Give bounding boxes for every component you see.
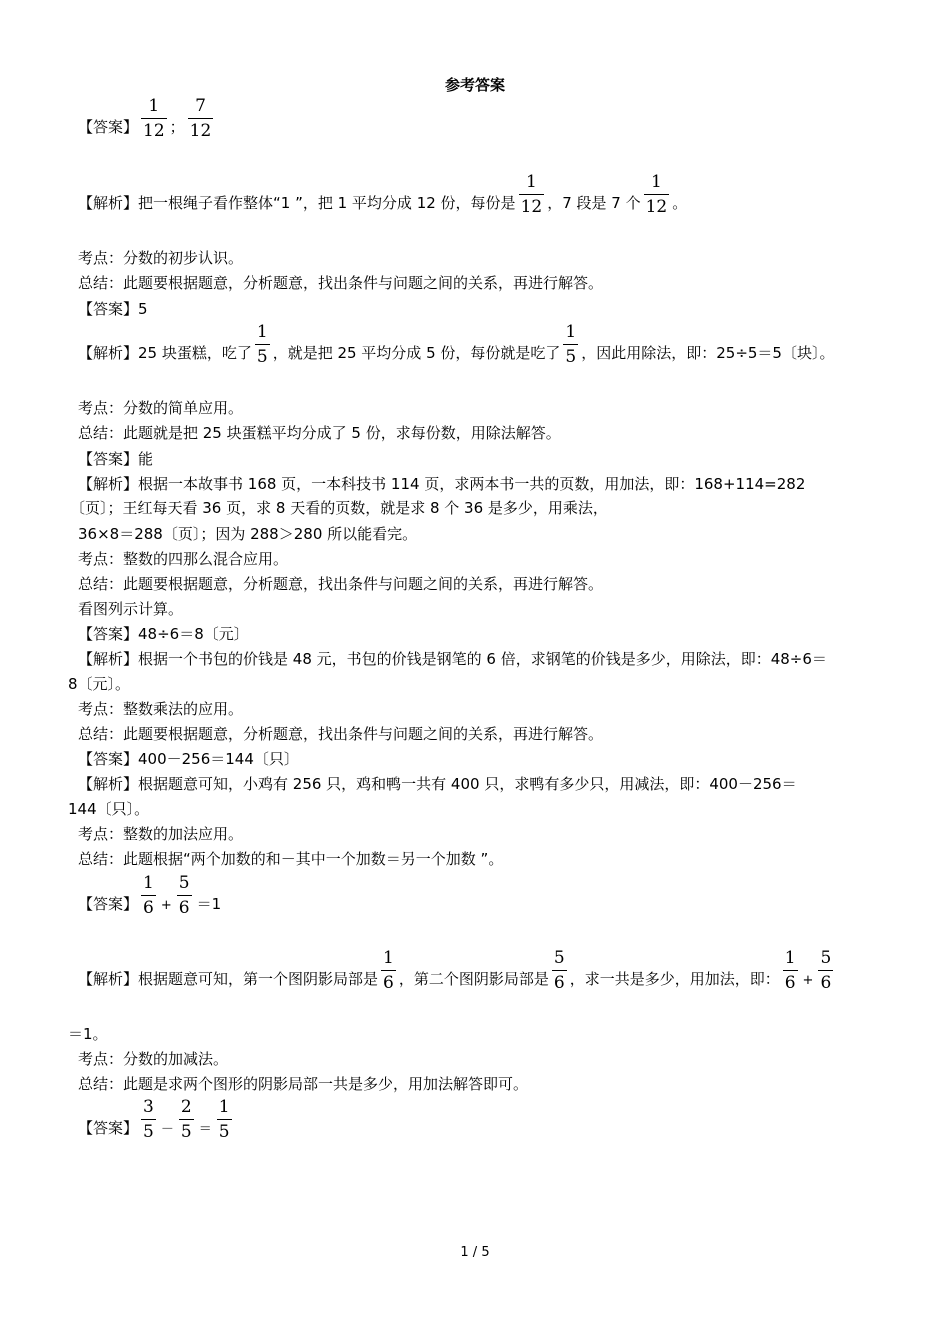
summary-4: 总结：此题要根据题意，分析题意，找出条件与问题之间的关系，再进行解答。 [78, 725, 604, 743]
point-1: 考点：分数的初步认识。 [78, 249, 244, 267]
analysis-3-line2: 〔页〕；王红每天看 36 页，求 8 天看的页数，就是求 8 个 36 是多少，用乘法， [70, 499, 608, 517]
fraction: $\frac{5}{6}$ [553, 948, 565, 993]
fraction: $\frac{1}{5}$ [256, 322, 268, 367]
answer-6: 【答案】 $\frac{1}{6}$ + $\frac{5}{6}$ ＝1 [78, 873, 222, 918]
fraction: $\frac{1}{6}$ [143, 873, 154, 918]
analysis-5-line2: 144〔只〕。 [68, 800, 150, 818]
summary-3: 总结：此题要根据题意，分析题意，找出条件与问题之间的关系，再进行解答。 [78, 575, 604, 593]
point-4: 考点：整数乘法的应用。 [78, 700, 244, 718]
page-title: 参考答案 [444, 76, 505, 94]
fraction: $\frac{5}{6}$ [820, 948, 832, 993]
analysis-3-line3: 36×8＝288〔页〕；因为 288＞280 所以能看完。 [78, 525, 418, 543]
answer-1: 【答案】 $\frac{1}{12}$ ； $\frac{7}{12}$ [78, 96, 212, 141]
prompt-4: 看图列示计算。 [78, 600, 184, 618]
analysis-5-line1: 【解析】根据题意可知，小鸡有 256 只，鸡和鸭一共有 400 只，求鸭有多少只，用减法，即：400－256＝ [78, 775, 797, 793]
page-number: 1 / 5 [460, 1245, 490, 1260]
analysis-4-line1: 【解析】根据一个书包的价钱是 48 元，书包的价钱是钢笔的 6 倍，求钢笔的价钱是多少，用除法，即：48÷6＝ [78, 650, 827, 668]
summary-6: 总结：此题是求两个图形的阴影局部一共是多少，用加法解答即可。 [78, 1075, 529, 1093]
fraction: $\frac{5}{6}$ [178, 873, 190, 918]
point-3: 考点：整数的四那么混合应用。 [78, 550, 289, 568]
point-6: 考点：分数的加减法。 [78, 1050, 229, 1068]
point-5: 考点：整数的加法应用。 [78, 825, 244, 843]
fraction: $\frac{1}{5}$ [565, 322, 577, 367]
fraction: $\frac{1}{6}$ [784, 948, 796, 993]
answer-2: 【答案】5 [78, 300, 148, 318]
fraction: $\frac{1}{6}$ [383, 948, 394, 993]
fraction: $\frac{1}{5}$ [218, 1097, 230, 1142]
fraction: $\frac{1}{12}$ [645, 172, 668, 217]
analysis-3-line1: 【解析】根据一本故事书 168 页，一本科技书 114 页，求两本书一共的页数，用加法，即：168+114=282 [78, 475, 806, 493]
summary-2: 总结：此题就是把 25 块蛋糕平均分成了 5 份，求每份数，用除法解答。 [78, 424, 561, 442]
answer-7: 【答案】 $\frac{3}{5}$ － $\frac{2}{5}$ ＝ $\frac{1}{5}$ [78, 1097, 230, 1142]
fraction: $\frac{3}{5}$ [143, 1097, 154, 1142]
fraction: $\frac{7}{12}$ [189, 96, 212, 141]
answer-4: 【答案】48÷6＝8〔元〕 [78, 625, 249, 643]
analysis-6-tail: ＝1。 [68, 1025, 108, 1043]
point-2: 考点：分数的简单应用。 [78, 399, 244, 417]
answer-3: 【答案】能 [78, 450, 154, 468]
analysis-4-line2: 8〔元〕。 [68, 675, 131, 693]
summary-1: 总结：此题要根据题意，分析题意，找出条件与问题之间的关系，再进行解答。 [78, 274, 604, 292]
fraction: $\frac{1}{12}$ [143, 96, 165, 141]
analysis-6: 【解析】根据题意可知，第一个图阴影局部是 $\frac{1}{6}$ ，第二个图阴影局部是 $\frac{5}{6}$ ，求一共是多少，用加法，即： $\frac{1}{6}$ + $\frac{5}{6}$ [78, 948, 832, 993]
summary-5: 总结：此题根据“两个加数的和－其中一个加数＝另一个加数 ”。 [78, 850, 504, 868]
analysis-2: 【解析】25 块蛋糕，吃了 $\frac{1}{5}$ ，就是把 25 平均分成 5 份，每份就是吃了 $\frac{1}{5}$ ，因此用除法，即：25÷5＝5〔块〕。 [78, 322, 835, 367]
answer-label: 【答案】 [78, 117, 139, 136]
answer-5: 【答案】400－256＝144〔只〕 [78, 750, 299, 768]
fraction: $\frac{1}{12}$ [520, 172, 543, 217]
analysis-1: 【解析】把一根绳子看作整体“1 ”，把 1 平均分成 12 份，每份是 $\frac{1}{12}$ ，7 段是 7 个 $\frac{1}{12}$ 。 [78, 172, 688, 217]
fraction: $\frac{2}{5}$ [180, 1097, 192, 1142]
